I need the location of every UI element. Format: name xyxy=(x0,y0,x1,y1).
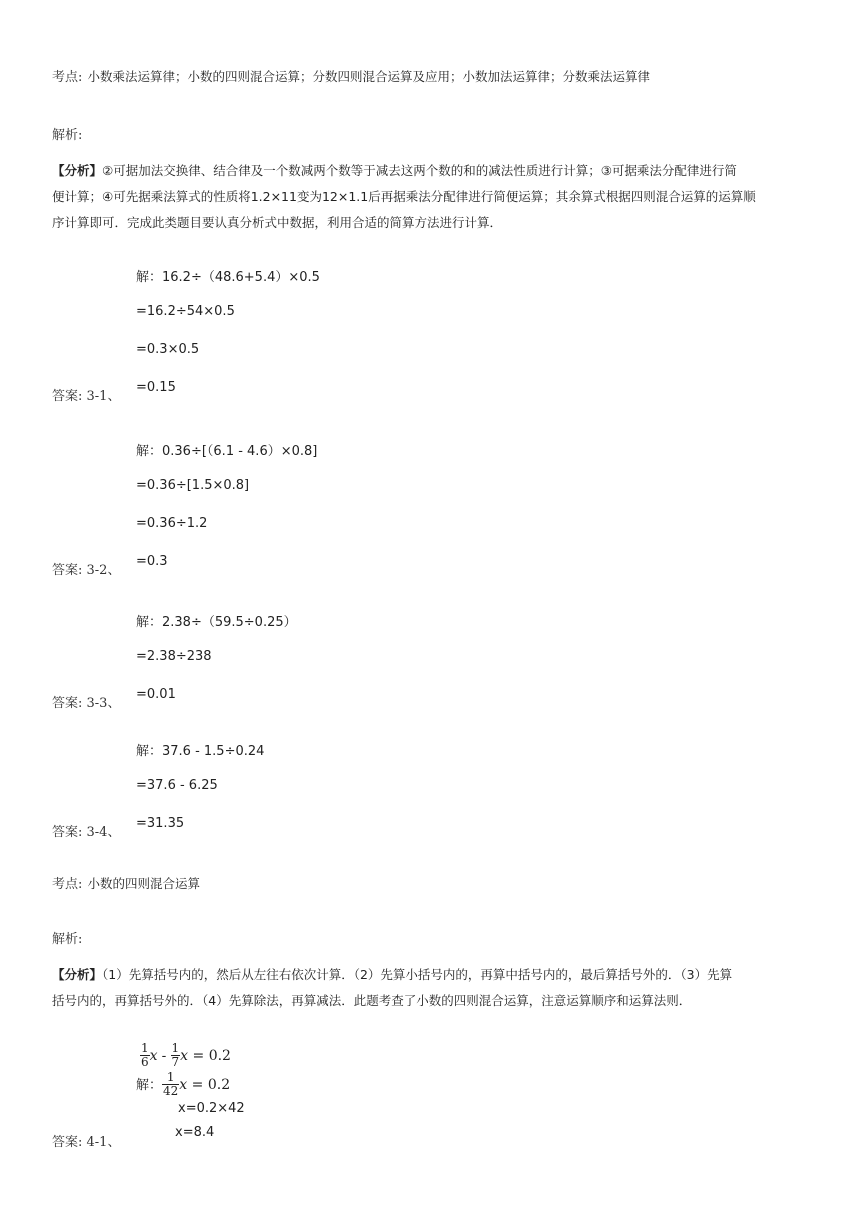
jiexi-label: 解析: xyxy=(52,932,83,947)
analysis-line: 便计算；④可先据乘法算式的性质将1.2×11变为12×1.1后再据乘法分配律进行简便运算；其余算式根据四则混合运算的运算顺 xyxy=(52,189,756,204)
solution-step: =37.6 - 6.25 xyxy=(136,778,218,793)
answer-label: 答案: 4-1、 xyxy=(52,1135,121,1150)
fraction: $\frac{1}{7}$ xyxy=(171,1041,180,1069)
analysis-bracket: 【分析】 xyxy=(52,163,103,178)
answer-label: 答案: 3-1、 xyxy=(52,389,121,404)
solution-step: =0.3 xyxy=(136,554,168,569)
kaodian-topics: 小数乘法运算律；小数的四则混合运算；分数四则混合运算及应用；小数加法运算律；分数乘法运算律 xyxy=(87,69,650,84)
solution-step: =2.38÷238 xyxy=(136,649,212,664)
fraction: $\frac{1}{6}$ xyxy=(141,1041,149,1069)
variable: x xyxy=(180,1048,189,1064)
analysis-line: （1）先算括号内的，然后从左往右依次计算．（2）先算小括号内的，再算中括号内的，最后算括号外的．（3）先算 xyxy=(102,967,733,982)
answer-label: 答案: 3-2、 xyxy=(52,563,121,578)
analysis-line: ②可据加法交换律、结合律及一个数减两个数等于减去这两个数的和的减法性质进行计算；③可据乘法分配律进行简 xyxy=(102,163,737,178)
jie-label: 解： xyxy=(136,1078,163,1093)
jiexi-label: 解析: xyxy=(52,128,83,143)
equation-line-2 xyxy=(136,1071,230,1098)
analysis-bracket: 【分析】 xyxy=(52,967,103,982)
solution-step: x=0.2×42 xyxy=(178,1101,245,1116)
solution-step: =0.01 xyxy=(136,687,176,702)
solution-step: =0.3×0.5 xyxy=(136,342,200,357)
equation-rhs: = 0.2 xyxy=(188,1048,231,1064)
analysis-paragraph-4 xyxy=(52,962,832,1014)
analysis-line: 括号内的，再算括号外的．（4）先算除法，再算减法．此题考查了小数的四则混合运算，注意运算顺序和运算法则． xyxy=(52,993,692,1008)
equation-line-1: $\frac{1}{6}$ x - $\frac{1}{7}$ x = 0.2 xyxy=(141,1041,231,1069)
solution-step: =0.36÷1.2 xyxy=(136,516,208,531)
variable: x xyxy=(149,1048,158,1064)
kaodian-row-3 xyxy=(52,66,650,85)
answer-label: 答案: 3-3、 xyxy=(52,696,121,711)
solution-step: 解：0.36÷[（6.1 - 4.6）×0.8] xyxy=(136,444,318,459)
solution-step: =0.36÷[1.5×0.8] xyxy=(136,478,250,493)
analysis-line: 序计算即可．完成此类题目要认真分析式中数据，利用合适的简算方法进行计算． xyxy=(52,215,503,230)
solution-step: x=8.4 xyxy=(175,1125,215,1140)
variable: x xyxy=(179,1077,188,1093)
solution-step: 解：16.2÷（48.6+5.4）×0.5 xyxy=(136,270,320,285)
kaodian-topics: 小数的四则混合运算 xyxy=(87,876,200,891)
kaodian-label: 考点: xyxy=(52,877,83,892)
fraction: $\frac{1}{42}$ xyxy=(163,1070,179,1098)
answer-label: 答案: 3-4、 xyxy=(52,825,121,840)
solution-step: =16.2÷54×0.5 xyxy=(136,304,235,319)
solution-step: =31.35 xyxy=(136,816,185,831)
kaodian-label: 考点: xyxy=(52,70,83,85)
equation-rhs: = 0.2 xyxy=(187,1077,231,1093)
solution-step: 解：2.38÷（59.5÷0.25） xyxy=(136,615,297,630)
analysis-paragraph-3 xyxy=(52,158,832,236)
kaodian-row-4 xyxy=(52,873,200,892)
solution-step: 解：37.6 - 1.5÷0.24 xyxy=(136,744,265,759)
solution-step: =0.15 xyxy=(136,380,176,395)
